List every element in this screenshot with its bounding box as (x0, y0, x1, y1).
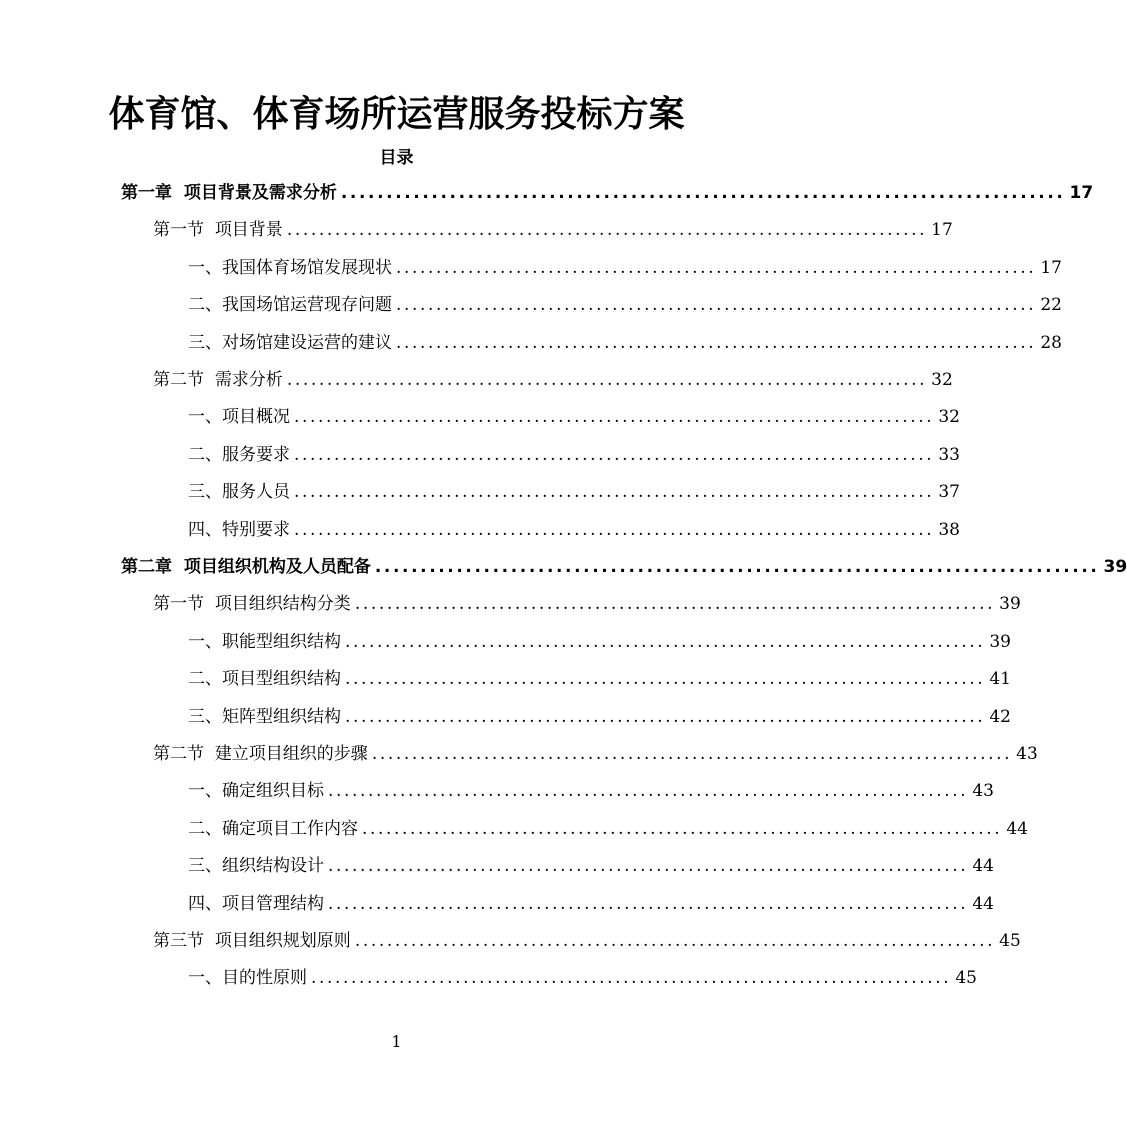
toc-entry-leader: ................................................................................ (345, 632, 986, 652)
toc-entry-title: 服务人员 (222, 482, 290, 502)
toc-entry-leader: ................................................................................ (345, 669, 986, 689)
toc-entry-title: 项目管理结构 (222, 894, 324, 914)
page-number: 1 (391, 1032, 402, 1051)
toc-entry-page: 44 (972, 894, 994, 914)
toc-entry[interactable] (121, 549, 1127, 586)
toc-entry-number: 三、 (188, 482, 222, 502)
toc-entry-number: 第二节 (153, 744, 204, 764)
toc-entry-page: 45 (955, 968, 977, 988)
toc-entry-page: 32 (938, 407, 960, 427)
toc-entry-title: 项目组织规划原则 (214, 931, 351, 951)
toc-entry[interactable] (188, 661, 1011, 698)
toc-entry-leader: ................................................................................ (328, 781, 969, 801)
toc-entry-title: 对场馆建设运营的建议 (222, 333, 392, 353)
toc-entry-page: 38 (938, 520, 960, 540)
toc-entry-page: 33 (938, 445, 960, 465)
toc-entry-number: 一、 (188, 632, 222, 652)
toc-entry-number: 三、 (188, 707, 222, 727)
toc-entry-page: 39 (989, 632, 1011, 652)
toc-entry-leader: ................................................................................ (328, 894, 969, 914)
toc-entry-title: 我国场馆运营现存问题 (222, 295, 392, 315)
toc-entry-page: 32 (931, 370, 953, 390)
toc-entry-title: 项目概况 (222, 407, 290, 427)
toc-entry-number: 二、 (188, 669, 222, 689)
toc-entry[interactable] (188, 960, 977, 997)
toc-entry-leader: ................................................................................ (294, 445, 935, 465)
toc-entry-number: 第二节 (153, 370, 204, 390)
toc-entry-title: 项目型组织结构 (222, 669, 341, 689)
toc-entry-page: 17 (931, 220, 953, 240)
toc-entry[interactable] (188, 773, 994, 810)
toc-entry-page: 43 (1016, 744, 1038, 764)
toc-entry-leader: ................................................................................ (396, 333, 1037, 353)
toc-entry-title: 项目背景 (214, 220, 283, 240)
toc-entry-leader: ................................................................................ (294, 407, 935, 427)
toc-entry-title: 职能型组织结构 (222, 632, 341, 652)
toc-entry-page: 43 (972, 781, 994, 801)
toc-heading: 目录 (379, 148, 414, 168)
toc-entry-page: 39 (999, 594, 1021, 614)
toc-entry-title: 特别要求 (222, 520, 290, 540)
toc-entry[interactable] (188, 886, 994, 923)
toc-entry-page: 44 (972, 856, 994, 876)
toc-entry-number: 二、 (188, 445, 222, 465)
toc-entry-number: 一、 (188, 968, 222, 988)
toc-entry-leader: ................................................................................ (354, 594, 996, 614)
toc-entry-number: 第一章 (121, 183, 172, 203)
toc-entry-number: 第一节 (153, 594, 204, 614)
toc-entry-page: 37 (938, 482, 960, 502)
toc-entry-gap (172, 549, 184, 586)
toc-entry-leader: ................................................................................ (294, 482, 935, 502)
toc-entry-title: 确定组织目标 (222, 781, 324, 801)
toc-entry-number: 第一节 (153, 220, 204, 240)
toc-entry-leader: ................................................................................ (362, 819, 1003, 839)
toc-entry-page: 44 (1006, 819, 1028, 839)
toc-entry[interactable] (188, 325, 1062, 362)
toc-entry-number: 一、 (188, 781, 222, 801)
toc-entry[interactable] (188, 624, 1011, 661)
toc-entry[interactable] (188, 848, 994, 885)
toc-entry-number: 二、 (188, 819, 222, 839)
toc-entry-page: 22 (1040, 295, 1062, 315)
toc-entry[interactable] (188, 399, 960, 436)
toc-entry-gap (204, 736, 215, 773)
toc-entry-title: 组织结构设计 (222, 856, 324, 876)
toc-entry-number: 三、 (188, 333, 222, 353)
toc-entry-page: 39 (1103, 557, 1127, 577)
toc-entry[interactable] (153, 736, 1038, 773)
toc-entry-page: 28 (1040, 333, 1062, 353)
toc-entry-leader: ................................................................................ (371, 744, 1013, 764)
toc-entry[interactable] (188, 250, 1062, 287)
toc-entry-leader: ................................................................................ (396, 295, 1037, 315)
toc-entry-number: 一、 (188, 407, 222, 427)
toc-entry-title: 需求分析 (214, 370, 283, 390)
toc-entry[interactable] (153, 362, 953, 399)
toc-entry-gap (204, 212, 215, 249)
toc-entry-number: 二、 (188, 295, 222, 315)
toc-entry-gap (204, 923, 215, 960)
toc-entry-page: 17 (1069, 183, 1094, 203)
toc-entry-title: 建立项目组织的步骤 (214, 744, 368, 764)
toc-entry-number: 一、 (188, 258, 222, 278)
toc-entry-page: 42 (989, 707, 1011, 727)
toc-entry-gap (204, 586, 215, 623)
toc-entry-number: 第三节 (153, 931, 204, 951)
toc-entry-page: 17 (1040, 258, 1062, 278)
toc-entry-leader: ................................................................................ (286, 370, 928, 390)
toc-entry-title: 目的性原则 (222, 968, 307, 988)
toc-entry[interactable] (188, 287, 1062, 324)
toc-entry-number: 三、 (188, 856, 222, 876)
toc-entry-title: 服务要求 (222, 445, 290, 465)
toc-entry-number: 四、 (188, 520, 222, 540)
toc-entry-leader: ................................................................................ (311, 968, 952, 988)
toc-entry[interactable] (188, 699, 1011, 736)
toc-entry-title: 项目组织机构及人员配备 (183, 557, 371, 577)
toc-entry-title: 矩阵型组织结构 (222, 707, 341, 727)
toc-entry-page: 45 (999, 931, 1021, 951)
toc-entry-page: 41 (989, 669, 1011, 689)
toc-entry[interactable] (121, 175, 1094, 212)
toc-entry[interactable] (153, 212, 953, 249)
toc-entry-title: 确定项目工作内容 (222, 819, 358, 839)
toc-entry-gap (204, 362, 215, 399)
toc-entry[interactable] (153, 923, 1021, 960)
toc-entry-leader: ................................................................................ (345, 707, 986, 727)
toc-entry-title: 项目组织结构分类 (214, 594, 351, 614)
toc-entry[interactable] (153, 586, 1021, 623)
toc-entry-leader: ................................................................................ (328, 856, 969, 876)
toc-entry-leader: ................................................................................ (294, 520, 935, 540)
toc-entry-leader: ................................................................................ (396, 258, 1037, 278)
toc-entry-leader: ................................................................................ (286, 220, 928, 240)
toc-entry-leader: ................................................................................ (374, 557, 1100, 577)
toc-entry-leader: ................................................................................ (354, 931, 996, 951)
toc-entry[interactable] (188, 437, 960, 474)
toc-entry-title: 我国体育场馆发展现状 (222, 258, 392, 278)
toc-entry-gap (172, 175, 184, 212)
toc-entry[interactable] (188, 512, 960, 549)
document-title: 体育馆、体育场所运营服务投标方案 (108, 93, 685, 135)
toc-entry[interactable] (188, 474, 960, 511)
toc-entry-title: 项目背景及需求分析 (183, 183, 337, 203)
toc-entry-leader: ................................................................................ (340, 183, 1066, 203)
toc-entry-number: 第二章 (121, 557, 172, 577)
toc-entry[interactable] (188, 811, 1028, 848)
toc-entry-number: 四、 (188, 894, 222, 914)
